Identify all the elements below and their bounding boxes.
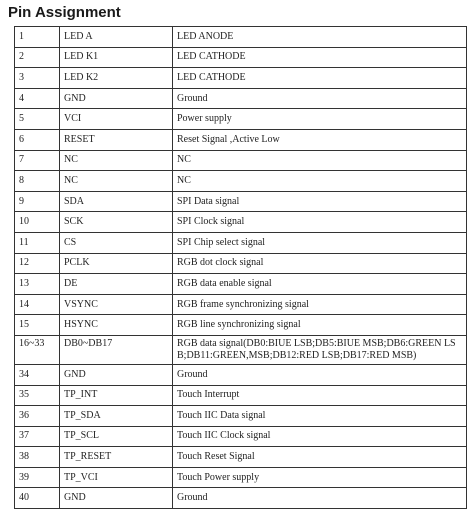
pin-name-cell: NC	[60, 171, 173, 192]
pin-name-cell: TP_VCI	[60, 467, 173, 488]
page-title: Pin Assignment	[8, 4, 121, 21]
table-row	[15, 467, 467, 488]
pin-description-cell: LED CATHODE	[173, 47, 467, 68]
table-row	[15, 129, 467, 150]
pin-description-cell: LED ANODE	[173, 27, 467, 48]
pin-name-cell: RESET	[60, 129, 173, 150]
pin-name-cell: VCI	[60, 109, 173, 130]
table-row	[15, 88, 467, 109]
pin-name-cell: TP_RESET	[60, 447, 173, 468]
pin-number-cell: 15	[15, 315, 60, 336]
pin-name-cell: SCK	[60, 212, 173, 233]
pin-number-cell: 39	[15, 467, 60, 488]
table-row	[15, 488, 467, 509]
table-row	[15, 68, 467, 89]
pin-number-cell: 34	[15, 364, 60, 385]
pin-description-cell: RGB dot clock signal	[173, 253, 467, 274]
pin-name-cell: GND	[60, 364, 173, 385]
table-row	[15, 109, 467, 130]
pin-number-cell: 12	[15, 253, 60, 274]
pin-description-cell: Touch Power supply	[173, 467, 467, 488]
pin-name-cell: TP_SCL	[60, 426, 173, 447]
pin-number-cell: 4	[15, 88, 60, 109]
table-row	[15, 315, 467, 336]
pin-number-cell: 16~33	[15, 335, 60, 364]
table-row	[15, 232, 467, 253]
pin-number-cell: 2	[15, 47, 60, 68]
table-row	[15, 406, 467, 427]
table-row	[15, 274, 467, 295]
pin-name-cell: PCLK	[60, 253, 173, 274]
pin-number-cell: 1	[15, 27, 60, 48]
pin-table-body	[15, 27, 467, 509]
pin-number-cell: 35	[15, 385, 60, 406]
pin-description-cell: Power supply	[173, 109, 467, 130]
pin-description-cell: LED CATHODE	[173, 68, 467, 89]
pin-description-cell: Ground	[173, 88, 467, 109]
pin-number-cell: 10	[15, 212, 60, 233]
pin-name-cell: NC	[60, 150, 173, 171]
table-row	[15, 335, 467, 364]
pin-assignment-table	[14, 26, 467, 509]
pin-description-cell: Ground	[173, 364, 467, 385]
table-row	[15, 191, 467, 212]
pin-name-cell: DE	[60, 274, 173, 295]
table-row	[15, 27, 467, 48]
pin-description-cell: RGB data signal(DB0:BIUE LSB;DB5:BIUE MSB;DB6:GREEN LSB;DB11:GREEN,MSB;DB12:RED LSB;DB17:RED MSB)	[173, 335, 467, 364]
pin-name-cell: GND	[60, 488, 173, 509]
table-row	[15, 447, 467, 468]
pin-name-cell: LED K1	[60, 47, 173, 68]
pin-number-cell: 11	[15, 232, 60, 253]
pin-description-cell: Touch IIC Clock signal	[173, 426, 467, 447]
pin-description-cell: Ground	[173, 488, 467, 509]
table-row	[15, 47, 467, 68]
pin-description-cell: Touch Interrupt	[173, 385, 467, 406]
pin-number-cell: 40	[15, 488, 60, 509]
pin-name-cell: SDA	[60, 191, 173, 212]
pin-description-cell: Reset Signal ,Active Low	[173, 129, 467, 150]
table-row	[15, 294, 467, 315]
pin-name-cell: LED A	[60, 27, 173, 48]
pin-number-cell: 9	[15, 191, 60, 212]
pin-description-cell: Touch Reset Signal	[173, 447, 467, 468]
table-row	[15, 385, 467, 406]
pin-name-cell: HSYNC	[60, 315, 173, 336]
pin-number-cell: 38	[15, 447, 60, 468]
pin-number-cell: 13	[15, 274, 60, 295]
pin-name-cell: CS	[60, 232, 173, 253]
pin-description-cell: SPI Clock signal	[173, 212, 467, 233]
pin-number-cell: 36	[15, 406, 60, 427]
pin-description-cell: NC	[173, 150, 467, 171]
table-row	[15, 364, 467, 385]
pin-description-cell: Touch IIC Data signal	[173, 406, 467, 427]
pin-description-cell: RGB line synchronizing signal	[173, 315, 467, 336]
pin-description-cell: SPI Chip select signal	[173, 232, 467, 253]
pin-number-cell: 5	[15, 109, 60, 130]
pin-number-cell: 14	[15, 294, 60, 315]
pin-number-cell: 8	[15, 171, 60, 192]
pin-description-cell: NC	[173, 171, 467, 192]
pin-number-cell: 7	[15, 150, 60, 171]
table-row	[15, 253, 467, 274]
pin-name-cell: DB0~DB17	[60, 335, 173, 364]
table-row	[15, 150, 467, 171]
table-row	[15, 426, 467, 447]
table-row	[15, 171, 467, 192]
table-row	[15, 212, 467, 233]
pin-description-cell: RGB data enable signal	[173, 274, 467, 295]
pin-description-cell: SPI Data signal	[173, 191, 467, 212]
pin-number-cell: 37	[15, 426, 60, 447]
pin-name-cell: VSYNC	[60, 294, 173, 315]
pin-description-cell: RGB frame synchronizing signal	[173, 294, 467, 315]
pin-name-cell: LED K2	[60, 68, 173, 89]
pin-number-cell: 3	[15, 68, 60, 89]
pin-name-cell: TP_INT	[60, 385, 173, 406]
pin-name-cell: TP_SDA	[60, 406, 173, 427]
pin-number-cell: 6	[15, 129, 60, 150]
pin-name-cell: GND	[60, 88, 173, 109]
